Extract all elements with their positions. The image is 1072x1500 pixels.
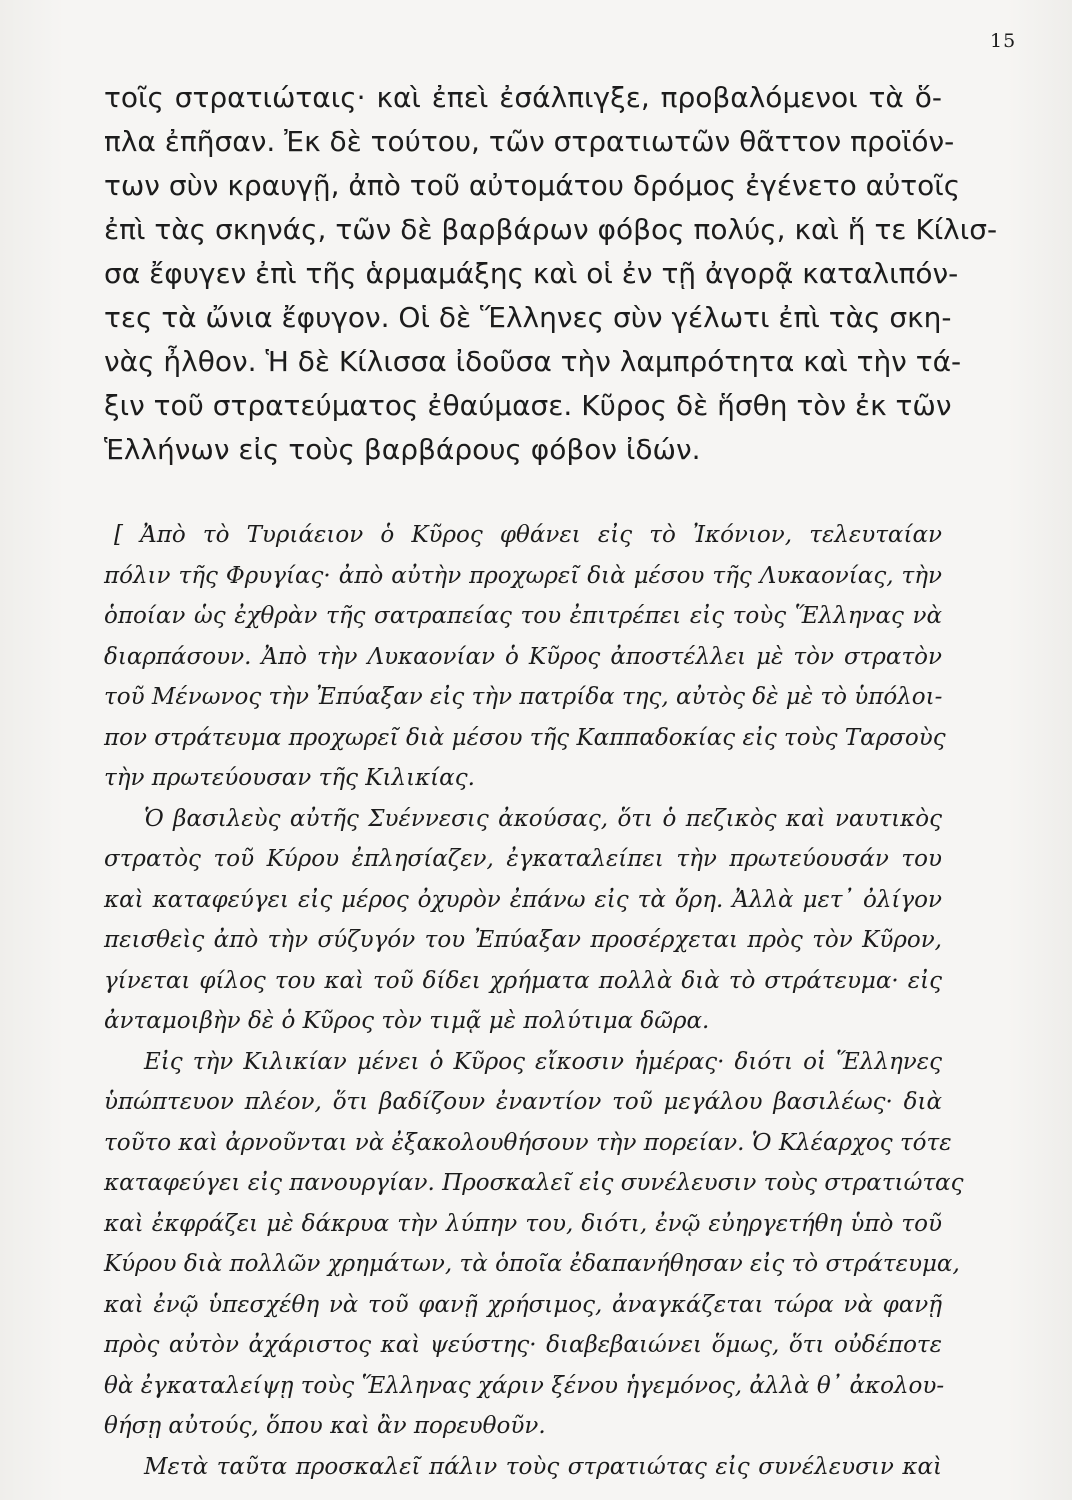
text-line: νὰς ἦλθον. Ἡ δὲ Κίλισσα ἰδοῦσα τὴν λαμπρότητα καὶ τὴν τά- bbox=[104, 345, 962, 378]
summary-line: [ Ἀπὸ τὸ Τυριάειον ὁ Κῦρος φθάνει εἰς τὸ Ἰκόνιον, τελευταίαν bbox=[114, 522, 942, 548]
summary-block bbox=[104, 515, 964, 1487]
summary-line: καὶ ἐκφράζει μὲ δάκρυα τὴν λύπην του, διότι, ἐνῷ εὐηργετήθη ὑπὸ τοῦ bbox=[104, 1210, 942, 1237]
text-line: τοῖς στρατιώταις· καὶ ἐπεὶ ἐσάλπιγξε, προβαλόμενοι τὰ ὅ- bbox=[104, 81, 942, 114]
summary-line: τοῦτο καὶ ἀρνοῦνται νὰ ἐξακολουθήσουν τὴν πορείαν. Ὁ Κλέαρχος τότε bbox=[104, 1129, 952, 1156]
summary-line: ἀνταμοιβὴν δὲ ὁ Κῦρος τὸν τιμᾷ μὲ πολύτιμα δῶρα. bbox=[104, 1008, 710, 1034]
summary-line: πρὸς αὐτὸν ἀχάριστος καὶ ψεύστης· διαβεβαιώνει ὅμως, ὅτι οὐδέποτε bbox=[104, 1332, 942, 1358]
summary-line: Ὁ βασιλεὺς αὐτῆς Συέννεσις ἀκούσας, ὅτι ὁ πεζικὸς καὶ ναυτικὸς bbox=[144, 805, 942, 832]
main-text-block bbox=[104, 76, 998, 472]
summary-line: τὴν πρωτεύουσαν τῆς Κιλικίας. bbox=[104, 765, 475, 791]
summary-line: τοῦ Μένωνος τὴν Ἐπύαξαν εἰς τὴν πατρίδα της, αὐτὸς δὲ μὲ τὸ ὑπόλοι- bbox=[104, 684, 943, 710]
text-line: Ἑλλήνων εἰς τοὺς βαρβάρους φόβον ἰδών. bbox=[104, 433, 701, 466]
summary-line: Κύρου διὰ πολλῶν χρημάτων, τὰ ὁποῖα ἐδαπανήθησαν εἰς τὸ στράτευμα, bbox=[104, 1251, 960, 1277]
summary-line: πόλιν τῆς Φρυγίας· ἀπὸ αὐτὴν προχωρεῖ διὰ μέσου τῆς Λυκαονίας, τὴν bbox=[104, 562, 942, 589]
summary-line: διαρπάσουν. Ἀπὸ τὴν Λυκαονίαν ὁ Κῦρος ἀποστέλλει μὲ τὸν στρατὸν bbox=[104, 643, 942, 670]
summary-line: πεισθεὶς ἀπὸ τὴν σύζυγόν του Ἐπύαξαν προσέρχεται πρὸς τὸν Κῦρον, bbox=[104, 927, 942, 953]
text-line: ἐπὶ τὰς σκηνάς, τῶν δὲ βαρβάρων φόβος πολύς, καὶ ἥ τε Κίλισ- bbox=[104, 213, 998, 246]
summary-line: θήσῃ αὐτούς, ὅπου καὶ ἂν πορευθοῦν. bbox=[104, 1413, 546, 1439]
summary-line: καὶ ἐνῷ ὑπεσχέθη νὰ τοῦ φανῇ χρήσιμος, ἀναγκάζεται τώρα νὰ φανῇ bbox=[104, 1291, 942, 1318]
page-number: 15 bbox=[990, 30, 1017, 52]
text-line: τες τὰ ὤνια ἔφυγον. Οἱ δὲ Ἕλληνες σὺν γέλωτι ἐπὶ τὰς σκη- bbox=[104, 301, 952, 334]
text-line: ξιν τοῦ στρατεύματος ἐθαύμασε. Κῦρος δὲ ἥσθη τὸν ἐκ τῶν bbox=[104, 389, 952, 422]
summary-line: Εἰς τὴν Κιλικίαν μένει ὁ Κῦρος εἴκοσιν ἡμέρας· διότι οἱ Ἕλληνες bbox=[144, 1048, 942, 1075]
text-line: σα ἔφυγεν ἐπὶ τῆς ἁρμαμάξης καὶ οἱ ἐν τῇ ἀγορᾷ καταλιπόν- bbox=[104, 257, 959, 290]
summary-line: καταφεύγει εἰς πανουργίαν. Προσκαλεῖ εἰς συνέλευσιν τοὺς στρατιώτας bbox=[104, 1170, 964, 1196]
summary-line: καὶ καταφεύγει εἰς μέρος ὀχυρὸν ἐπάνω εἰς τὰ ὄρη. Ἀλλὰ μετ᾽ ὀλίγον bbox=[104, 886, 942, 913]
text-line: των σὺν κραυγῇ, ἀπὸ τοῦ αὐτομάτου δρόμος ἐγένετο αὐτοῖς bbox=[104, 169, 961, 202]
summary-line: ὑπώπτευον πλέον, ὅτι βαδίζουν ἐναντίον τοῦ μεγάλου βασιλέως· διὰ bbox=[104, 1089, 942, 1115]
summary-line: πον στράτευμα προχωρεῖ διὰ μέσου τῆς Καππαδοκίας εἰς τοὺς Ταρσοὺς bbox=[104, 724, 946, 751]
text-line: πλα ἐπῆσαν. Ἐκ δὲ τούτου, τῶν στρατιωτῶν θᾶττον προϊόν- bbox=[104, 125, 955, 158]
summary-line: στρατὸς τοῦ Κύρου ἐπλησίαζεν, ἐγκαταλείπει τὴν πρωτεύουσάν του bbox=[104, 846, 942, 872]
summary-line: θὰ ἐγκαταλείψῃ τοὺς Ἕλληνας χάριν ξένου ἡγεμόνος, ἀλλὰ θ᾽ ἀκολου- bbox=[104, 1372, 945, 1399]
summary-line: ὁποίαν ὡς ἐχθρὰν τῆς σατραπείας του ἐπιτρέπει εἰς τοὺς Ἕλληνας νὰ bbox=[104, 603, 942, 629]
summary-line: Μετὰ ταῦτα προσκαλεῖ πάλιν τοὺς στρατιώτας εἰς συνέλευσιν καὶ bbox=[144, 1453, 942, 1480]
summary-line: γίνεται φίλος του καὶ τοῦ δίδει χρήματα πολλὰ διὰ τὸ στράτευμα· εἰς bbox=[104, 967, 942, 994]
